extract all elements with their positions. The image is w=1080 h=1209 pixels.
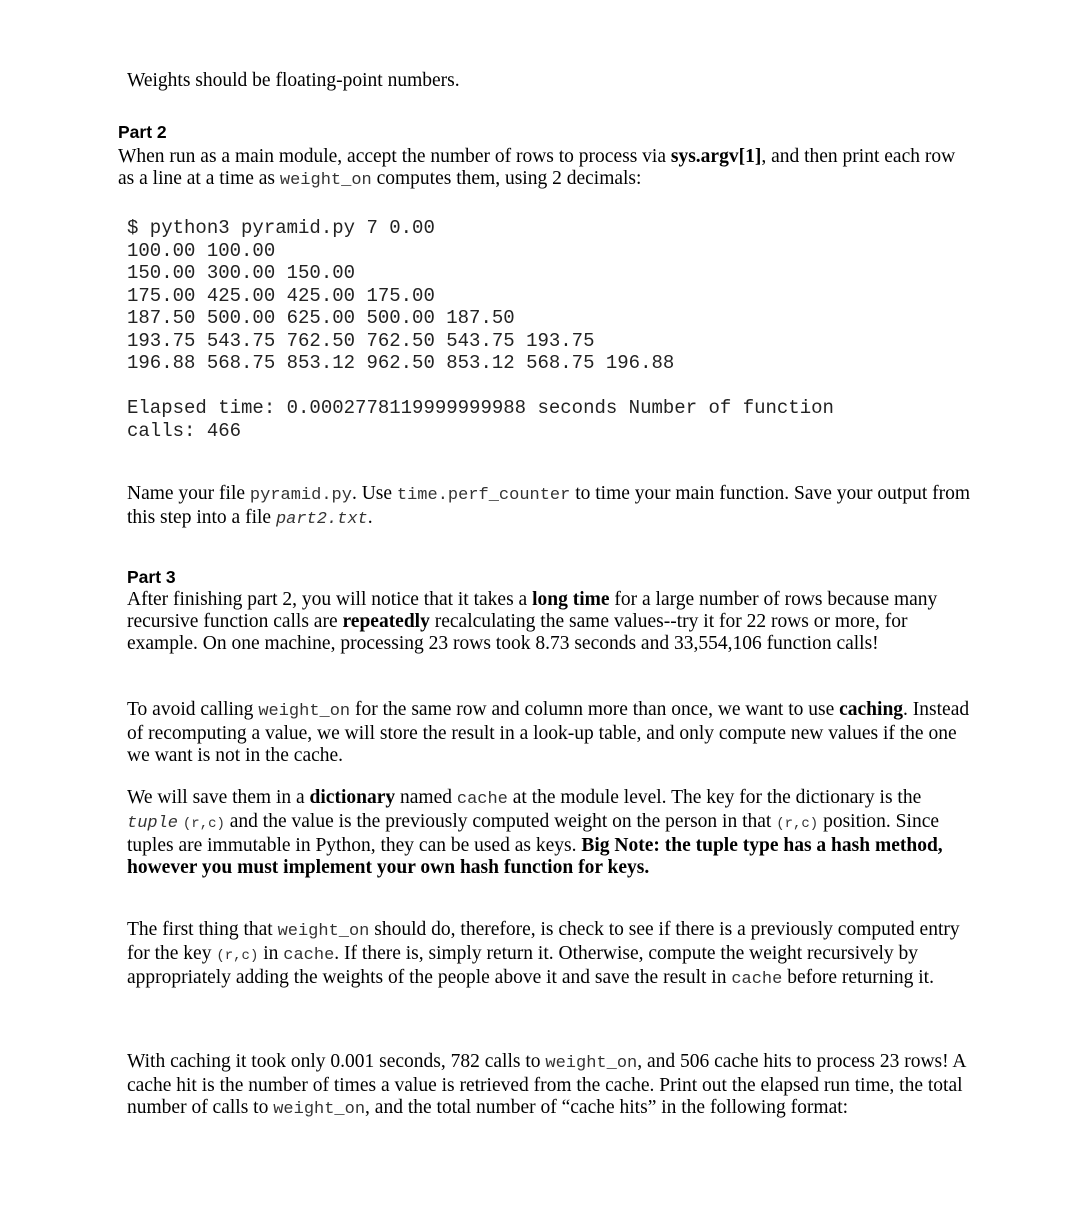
part2-heading: Part 2 — [118, 122, 167, 142]
part3-paragraph-3: We will save them in a dictionary named cache at the module level. The key for the dictionary is the tuple (r,c) and the value is the previously computed weight on the person in that (r,c) position. Since tuples are immutable in Python, they can be used as keys. Big Note: the tuple type has a hash method, however you must implement your own hash function for keys. — [127, 787, 943, 878]
console-row: 196.88 568.75 853.12 962.50 853.12 568.75 196.88 — [127, 352, 675, 374]
console-command: $ python3 pyramid.py 7 0.00 — [127, 217, 435, 239]
part3-paragraph-5: With caching it took only 0.001 seconds, 782 calls to weight_on, and 506 cache hits to process 23 rows! A cache hit is the number of times a value is retrieved from the cache. Print out the elapsed run time, the total number of calls to weight_on, and the total number of “cache hits” in the following format: — [127, 1051, 966, 1119]
intro-line: Weights should be floating-point numbers. — [127, 70, 460, 91]
part2-paragraph-1: When run as a main module, accept the number of rows to process via sys.argv[1], and then print each row as a line at a time as weight_on computes them, using 2 decimals: — [118, 146, 956, 190]
part3-paragraph-4: The first thing that weight_on should do, therefore, is check to see if there is a previously computed entry for the key (r,c) in cache. If there is, simply return it. Otherwise, compute the weight recursively by appropriately adding the weights of the people above it and save the result in cache before returning it. — [127, 919, 960, 989]
console-row: 150.00 300.00 150.00 — [127, 262, 356, 284]
console-row: 175.00 425.00 425.00 175.00 — [127, 284, 435, 307]
part2-paragraph-2: Name your file pyramid.py. Use time.perf_counter to time your main function. Save your output from this step into a file part2.txt. — [127, 483, 971, 529]
console-output — [127, 217, 834, 442]
console-row: 187.50 500.00 625.00 500.00 187.50 — [127, 307, 515, 329]
console-summary-line: Elapsed time: 0.0002778119999999988 seconds Number of function — [127, 397, 834, 419]
part3-heading: Part 3 — [127, 567, 176, 587]
part3-paragraph-2: To avoid calling weight_on for the same row and column more than once, we want to use caching. Instead of recomputing a value, we will store the result in a look-up table, and only compute new values if the one we want is not in the cache. — [127, 699, 970, 766]
console-row: 100.00 100.00 — [127, 239, 276, 262]
part3-paragraph-1: After finishing part 2, you will notice that it takes a long time for a large number of rows because many recursive function calls are repeatedly recalculating the same values--try it for 22 rows or more, for example. On one machine, processing 23 rows took 8.73 seconds and 33,554,106 function calls! — [127, 589, 938, 654]
console-summary-line: calls: 466 — [127, 419, 242, 442]
console-row: 193.75 543.75 762.50 762.50 543.75 193.75 — [127, 329, 595, 352]
